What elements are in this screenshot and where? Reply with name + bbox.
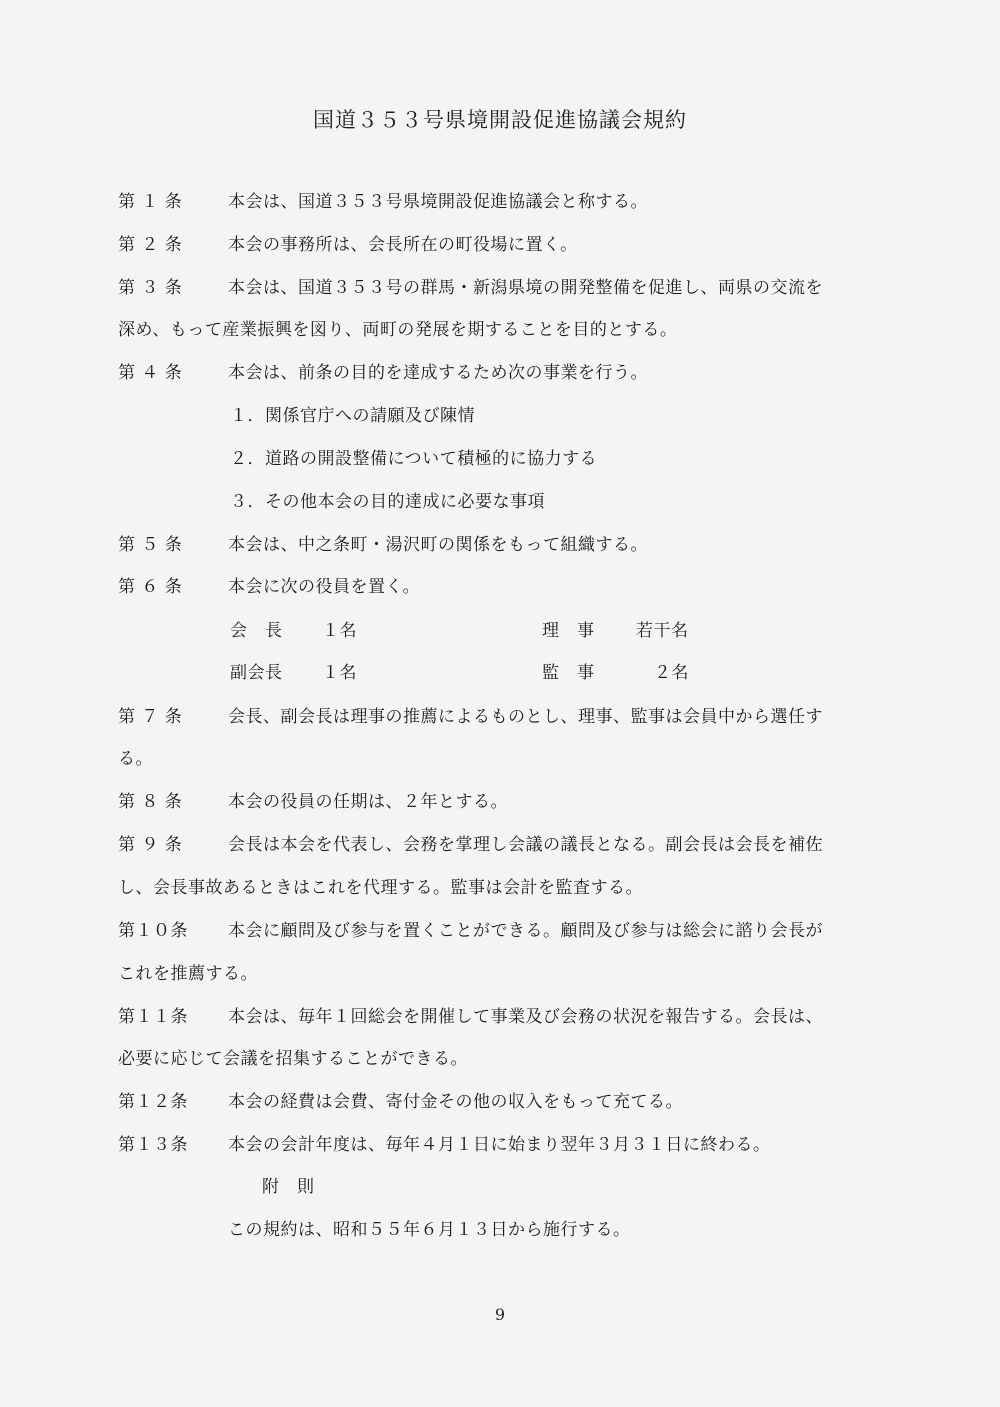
- officer-role: 理 事: [542, 621, 595, 641]
- article-text: 本会に顧問及び参与を置くことができる。顧問及び参与は総会に諮り会長が: [228, 921, 823, 941]
- article-number: 第 ４ 条: [118, 363, 183, 383]
- article-number: 第１０条: [118, 921, 188, 941]
- officer-count: 若干名: [636, 621, 689, 641]
- officer-count: １名: [322, 621, 357, 641]
- supplementary-text: この規約は、昭和５５年６月１３日から施行する。: [228, 1220, 631, 1240]
- article-number: 第 ５ 条: [118, 535, 183, 555]
- article-text: 本会の事務所は、会長所在の町役場に置く。: [228, 235, 578, 255]
- article-number: 第 ８ 条: [118, 792, 183, 812]
- officer-count: １名: [322, 663, 357, 683]
- supplementary-heading: 附 則: [262, 1177, 315, 1197]
- article-number: 第１３条: [118, 1135, 188, 1155]
- article-number: 第 ７ 条: [118, 707, 183, 727]
- article-number: 第１２条: [118, 1092, 188, 1112]
- article-text: 本会は、国道３５３号県境開設促進協議会と称する。: [228, 192, 648, 212]
- article-continuation: これを推薦する。: [118, 964, 258, 984]
- article-continuation: る。: [118, 749, 153, 769]
- list-item: １．関係官庁への請願及び陳情: [230, 406, 475, 426]
- article-text: 本会の会計年度は、毎年４月１日に始まり翌年３月３１日に終わる。: [228, 1135, 771, 1155]
- page-number: 9: [494, 1305, 506, 1324]
- article-text: 本会に次の役員を置く。: [228, 577, 421, 597]
- article-text: 本会の役員の任期は、２年とする。: [228, 792, 508, 812]
- article-text: 本会の経費は会費、寄付金その他の収入をもって充てる。: [228, 1092, 683, 1112]
- article-text: 本会は、毎年１回総会を開催して事業及び会務の状況を報告する。会長は、: [228, 1007, 823, 1027]
- article-text: 会長、副会長は理事の推薦によるものとし、理事、監事は会員中から選任す: [228, 707, 823, 727]
- officer-role: 副会長: [230, 663, 283, 683]
- officer-count: ２名: [654, 663, 689, 683]
- list-item: ２．道路の開設整備について積極的に協力する: [230, 449, 598, 469]
- article-number: 第１１条: [118, 1007, 188, 1027]
- article-number: 第 ２ 条: [118, 235, 183, 255]
- article-continuation: 深め、もって産業振興を図り、両町の発展を期することを目的とする。: [118, 320, 678, 340]
- article-number: 第 １ 条: [118, 192, 183, 212]
- article-number: 第 ６ 条: [118, 577, 183, 597]
- officer-role: 会 長: [230, 621, 283, 641]
- article-continuation: し、会長事故あるときはこれを代理する。監事は会計を監査する。: [118, 878, 643, 898]
- article-text: 本会は、前条の目的を達成するため次の事業を行う。: [228, 363, 648, 383]
- officer-role: 監 事: [542, 663, 595, 683]
- article-text: 会長は本会を代表し、会務を掌理し会議の議長となる。副会長は会長を補佐: [228, 835, 823, 855]
- list-item: ３．その他本会の目的達成に必要な事項: [230, 492, 545, 512]
- article-number: 第 ３ 条: [118, 278, 183, 298]
- article-number: 第 ９ 条: [118, 835, 183, 855]
- article-text: 本会は、国道３５３号の群馬・新潟県境の開発整備を促進し、両県の交流を: [228, 278, 823, 298]
- article-continuation: 必要に応じて会議を招集することができる。: [118, 1049, 468, 1069]
- document-title: 国道３５３号県境開設促進協議会規約: [313, 108, 687, 132]
- article-text: 本会は、中之条町・湯沢町の関係をもって組織する。: [228, 535, 648, 555]
